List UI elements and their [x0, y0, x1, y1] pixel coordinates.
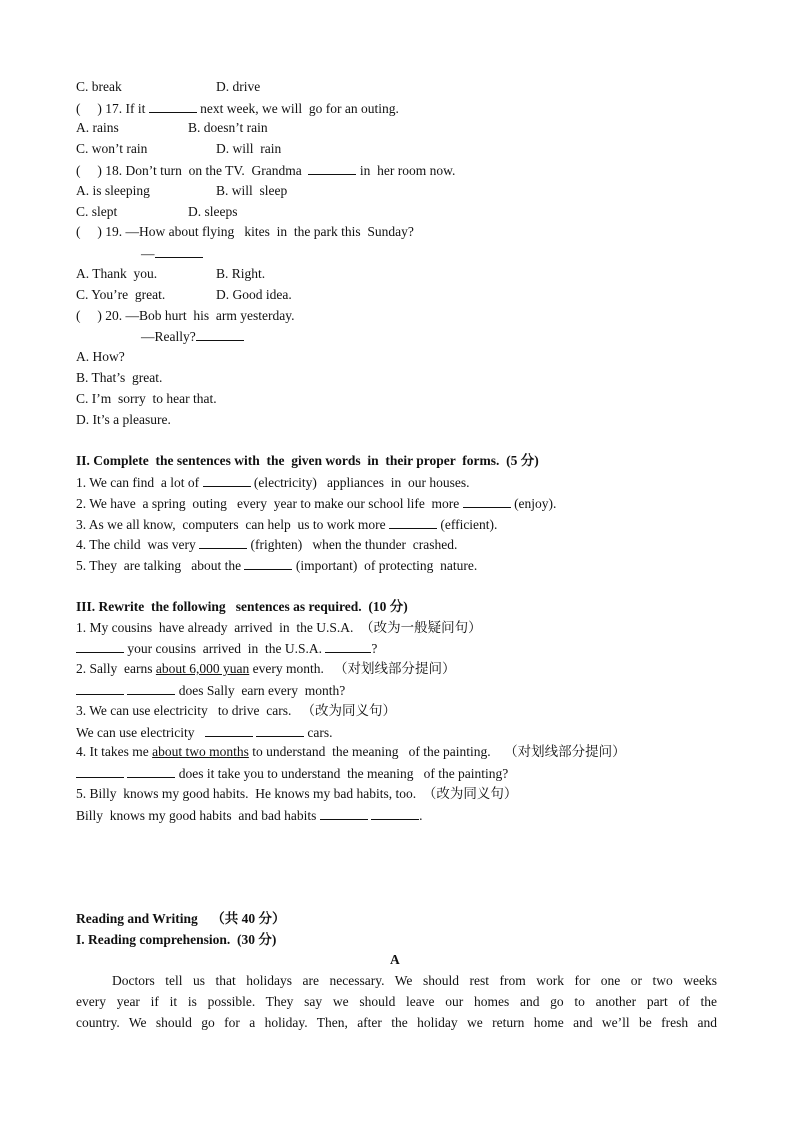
- q17-blank: [149, 100, 197, 113]
- part3-q1-blank-1: [76, 640, 124, 653]
- part3-q1-answer-text: your cousins arrived in the U.S.A.: [127, 641, 322, 656]
- q20-stem: [76, 308, 294, 324]
- q17-option-b: B. doesn’t rain: [188, 120, 268, 135]
- q18-option-b: B. will sleep: [216, 183, 288, 198]
- part2-item-2-b: (enjoy).: [514, 496, 557, 511]
- passage-line-1: Doctors tell us that holidays are necessary. We should rest from work for one or two weeks: [112, 973, 717, 988]
- part2-heading: II. Complete the sentences with the given words in their proper forms. (5 分): [76, 453, 539, 468]
- part3-q4-answer-text: does it take you to understand the meaning of the painting?: [178, 766, 509, 781]
- part2-item-3-blank: [389, 516, 437, 529]
- q19-option-a: A. Thank you.: [76, 266, 158, 281]
- q18-number: ( ) 18.: [76, 163, 123, 178]
- part3-heading: III. Rewrite the following sentences as required. (10 分): [76, 599, 408, 614]
- part3-q2-answer-text: does Sally earn every month?: [178, 683, 346, 698]
- part3-q4: [76, 744, 626, 760]
- part2-item-3: [76, 516, 497, 533]
- q17-option-a: A. rains: [76, 120, 119, 135]
- part3-q1: 1. My cousins have already arrived in the U.S.A. （改为一般疑问句）: [76, 620, 482, 635]
- q17-number: ( ) 17.: [76, 101, 123, 116]
- q18-option-d: D. sleeps: [188, 204, 238, 219]
- q20-option-a: A. How?: [76, 349, 125, 364]
- part3-q2: [76, 661, 455, 677]
- part3-q1-blank-2: [325, 640, 371, 653]
- part2-item-4-blank: [199, 536, 247, 549]
- part3-q5-answer-pre: Billy knows my good habits and bad habits: [76, 808, 317, 823]
- passage-label: A: [390, 952, 400, 967]
- part2-item-1: [76, 474, 469, 491]
- part2-item-1-a: 1. We can find a lot of: [76, 475, 200, 490]
- q16-option-d: D. drive: [216, 79, 261, 94]
- q20-number: ( ) 20.: [76, 308, 123, 323]
- part2-item-2-a: 2. We have a spring outing every year to make our school life more: [76, 496, 460, 511]
- q19-reply-dash: —: [141, 246, 155, 261]
- part3-q3-answer: [76, 724, 332, 741]
- part2-item-5: [76, 557, 477, 574]
- part2-item-1-b: (electricity) appliances in our houses.: [253, 475, 470, 490]
- q19-stem-text: —How about flying kites in the park this Sunday?: [125, 224, 414, 239]
- reading-writing-heading: Reading and Writing （共 40 分）: [76, 911, 286, 926]
- part3-q4-post: to understand the meaning of the painting. （对划线部分提问）: [252, 744, 626, 759]
- part2-item-4-b: (frighten) when the thunder crashed.: [250, 537, 458, 552]
- part3-q3: 3. We can use electricity to drive cars. （改为同义句）: [76, 703, 396, 718]
- q19-reply: [141, 245, 203, 262]
- q16-option-c: C. break: [76, 79, 122, 94]
- part3-q2-blank-2: [127, 682, 175, 695]
- part3-q4-pre: 4. It takes me: [76, 744, 149, 759]
- q19-number: ( ) 19.: [76, 224, 123, 239]
- q20-reply: [141, 328, 244, 345]
- q20-option-b: B. That’s great.: [76, 370, 163, 385]
- part3-q1-answer: [76, 640, 377, 657]
- part3-q5-answer-post: .: [419, 808, 423, 823]
- part3-q3-blank-2: [256, 724, 304, 737]
- q20-stem-text: —Bob hurt his arm yesterday.: [125, 308, 295, 323]
- q20-option-d: D. It’s a pleasure.: [76, 412, 171, 427]
- q18-option-a: A. is sleeping: [76, 183, 150, 198]
- part3-q2-post: every month. （对划线部分提问）: [252, 661, 456, 676]
- part3-q2-answer: [76, 682, 345, 699]
- q18-option-c: C. slept: [76, 204, 118, 219]
- part2-item-2-blank: [463, 495, 511, 508]
- passage-line-3: country. We should go for a holiday. Then, after the holiday we return home and we’ll be fresh and: [76, 1015, 717, 1030]
- part3-q5-blank-2: [371, 807, 419, 820]
- part3-q5-answer: [76, 807, 423, 824]
- q17-option-c: C. won’t rain: [76, 141, 148, 156]
- part3-q2-blank-1: [76, 682, 124, 695]
- part2-item-1-blank: [203, 474, 251, 487]
- part3-q4-blank-1: [76, 765, 124, 778]
- passage-line-2: every year if it is possible. They say we should leave our homes and go to another part of the: [76, 994, 717, 1009]
- part2-item-3-a: 3. As we all know, computers can help us to work more: [76, 517, 386, 532]
- q17-option-d: D. will rain: [216, 141, 282, 156]
- part3-q4-underlined: about two months: [152, 744, 249, 759]
- q19-blank: [155, 245, 203, 258]
- q17-stem-b: next week, we will go for an outing.: [200, 101, 399, 116]
- q19-option-d: D. Good idea.: [216, 287, 292, 302]
- part3-q1-answer-end: ?: [371, 641, 378, 656]
- part3-q2-underlined: about 6,000 yuan: [155, 661, 250, 676]
- part3-q5: 5. Billy knows my good habits. He knows my bad habits, too. （改为同义句）: [76, 786, 518, 801]
- part2-item-5-b: (important) of protecting nature.: [295, 558, 478, 573]
- q18-stem-a: Don’t turn on the TV. Grandma: [125, 163, 302, 178]
- q20-reply-text: —Really?: [141, 329, 196, 344]
- q17-stem: [76, 100, 399, 117]
- part2-item-5-a: 5. They are talking about the: [76, 558, 242, 573]
- q18-stem: [76, 162, 455, 179]
- q17-stem-a: If it: [125, 101, 146, 116]
- part3-q3-answer-pre: We can use electricity: [76, 725, 195, 740]
- part2-item-4: [76, 536, 457, 553]
- part2-item-5-blank: [244, 557, 292, 570]
- q19-option-c: C. You’re great.: [76, 287, 166, 302]
- part3-q2-pre: 2. Sally earns: [76, 661, 153, 676]
- part3-q4-blank-2: [127, 765, 175, 778]
- reading-comprehension-heading: I. Reading comprehension. (30 分): [76, 932, 277, 947]
- part2-item-3-b: (efficient).: [440, 517, 498, 532]
- q20-option-c: C. I’m sorry to hear that.: [76, 391, 217, 406]
- part2-item-2: [76, 495, 556, 512]
- q18-blank: [308, 162, 356, 175]
- q20-blank: [196, 328, 244, 341]
- part3-q5-blank-1: [320, 807, 368, 820]
- part3-q3-blank-1: [205, 724, 253, 737]
- part3-q3-answer-post: cars.: [307, 725, 333, 740]
- q19-option-b: B. Right.: [216, 266, 266, 281]
- part3-q4-answer: [76, 765, 508, 782]
- part2-item-4-a: 4. The child was very: [76, 537, 196, 552]
- q19-stem: [76, 224, 414, 240]
- q18-stem-b: in her room now.: [359, 163, 456, 178]
